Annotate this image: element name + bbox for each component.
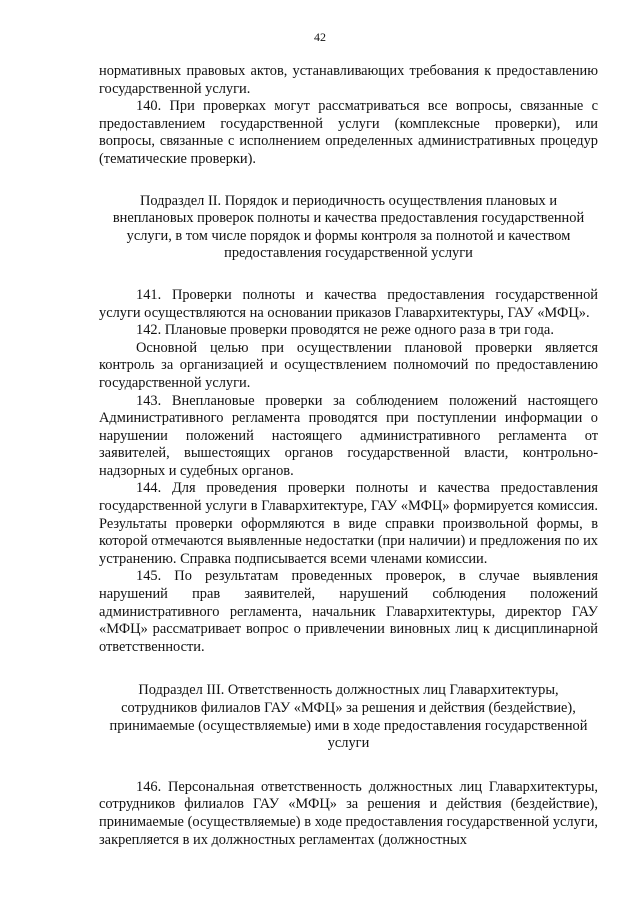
paragraph-140: 140. При проверках могут рассматриваться все вопросы, связанные с предоставлением государственной услуги (комплексные проверки), или вопросы, связанные с исполнением определенных административных процедур (тематические проверки). — [99, 98, 598, 167]
paragraph-142: 142. Плановые проверки проводятся не реже одного раза в три года. — [136, 322, 554, 339]
section-2-heading: Подраздел II. Порядок и периодичность осуществления плановых и внеплановых проверок полноты и качества предоставления государственной услуги, в том числе порядок и формы контроля за полнотой и качеством предоставления государственной услуги — [112, 192, 585, 262]
paragraph-146: 146. Персональная ответственность должностных лиц Главархитектуры, сотрудников филиалов ГАУ «МФЦ» за решения и действия (бездействие), принимаемые (осуществляемые) в ходе предоставления государственной услуги, закрепляется в их должностных регламентах (должностных — [99, 778, 598, 848]
paragraph-143: 143. Внеплановые проверки за соблюдением положений настоящего Административного регламента проводятся при поступлении информации о нарушении положений настоящего административного регламента от заявителей, вышестоящих органов государственной власти, контрольно-надзорных и судебных органов. — [99, 392, 598, 479]
page-content — [99, 63, 598, 849]
section-3-heading: Подраздел III. Ответственность должностных лиц Главархитектуры, сотрудников филиалов ГАУ «МФЦ» за решения и действия (бездействие), принимаемые (осуществляемые) ими в ходе предоставления государственной услуги — [109, 682, 588, 752]
paragraph-142-goal: Основной целью при осуществлении плановой проверки является контроль за организацией и осуществлением полномочий по предоставлению государственной услуги. — [99, 339, 598, 391]
paragraph-145: 145. По результатам проведенных проверок, в случае выявления нарушений прав заявителей, нарушений соблюдения положений административного регламента, начальник Главархитектуры, директор ГАУ «МФЦ» рассматривает вопрос о привлечении виновных лиц к дисциплинарной ответственности. — [99, 568, 598, 655]
paragraph-141: 141. Проверки полноты и качества предоставления государственной услуги осуществляются на основании приказов Главархитектуры, ГАУ «МФЦ». — [99, 286, 598, 321]
paragraph-continuation: нормативных правовых актов, устанавливающих требования к предоставлению государственной услуги. — [99, 63, 598, 97]
page-number: 42 — [314, 30, 326, 44]
paragraph-144: 144. Для проведения проверки полноты и качества предоставления государственной услуги в Главархитектуре, ГАУ «МФЦ» формируется комиссия. Результаты проверки оформляются в виде справки произвольной формы, в которой отмечаются выявленные недостатки (при наличии) и предложения по их устранению. Справка подписывается всеми членами комиссии. — [99, 480, 598, 567]
